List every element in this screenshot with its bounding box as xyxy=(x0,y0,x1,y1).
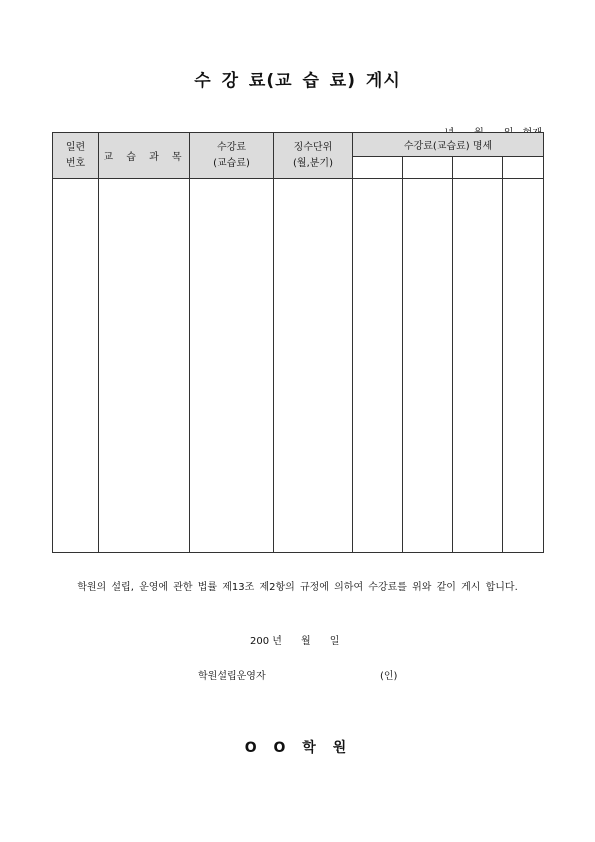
page-title: 수 강 료(교 습 료) 게시 xyxy=(194,71,401,91)
detail-subheader-cell xyxy=(453,157,503,179)
issue-day-unit: 일 xyxy=(329,636,340,647)
table-row xyxy=(53,179,544,553)
issue-month-unit: 월 xyxy=(301,636,311,647)
serial-number-cell[interactable] xyxy=(53,179,99,553)
header-subject: 교 습 과 목 xyxy=(99,133,190,179)
issue-year: 200 xyxy=(250,636,270,647)
academy-name: O O 학 원 xyxy=(244,740,351,756)
collection-unit-cell[interactable] xyxy=(274,179,353,553)
subject-cell[interactable] xyxy=(99,179,190,553)
header-fee-details: 수강료(교습료) 명세 xyxy=(353,133,544,157)
detail-subheader-cell xyxy=(353,157,403,179)
header-serial-number: 일련 번호 xyxy=(53,133,99,179)
detail-subheader-cell xyxy=(503,157,544,179)
fee-detail-cell[interactable] xyxy=(353,179,403,553)
fee-detail-cell[interactable] xyxy=(453,179,503,553)
fee-table xyxy=(52,132,544,553)
header-collection-unit: 징수단위 (월,분기) xyxy=(274,133,353,179)
operator-label: 학원설립운영자 xyxy=(198,671,266,682)
seal-mark: (인) xyxy=(380,671,398,682)
issue-year-unit: 년 xyxy=(272,636,282,647)
fee-cell[interactable] xyxy=(190,179,274,553)
fee-detail-cell[interactable] xyxy=(403,179,453,553)
header-fee: 수강료 (교습료) xyxy=(190,133,274,179)
fee-detail-cell[interactable] xyxy=(503,179,544,553)
legal-statement: 학원의 설립, 운영에 관한 법률 제13조 제2항의 규정에 의하여 수강료를 위와 같이 게시 합니다. xyxy=(77,582,518,593)
detail-subheader-cell xyxy=(403,157,453,179)
issue-date xyxy=(250,632,339,647)
